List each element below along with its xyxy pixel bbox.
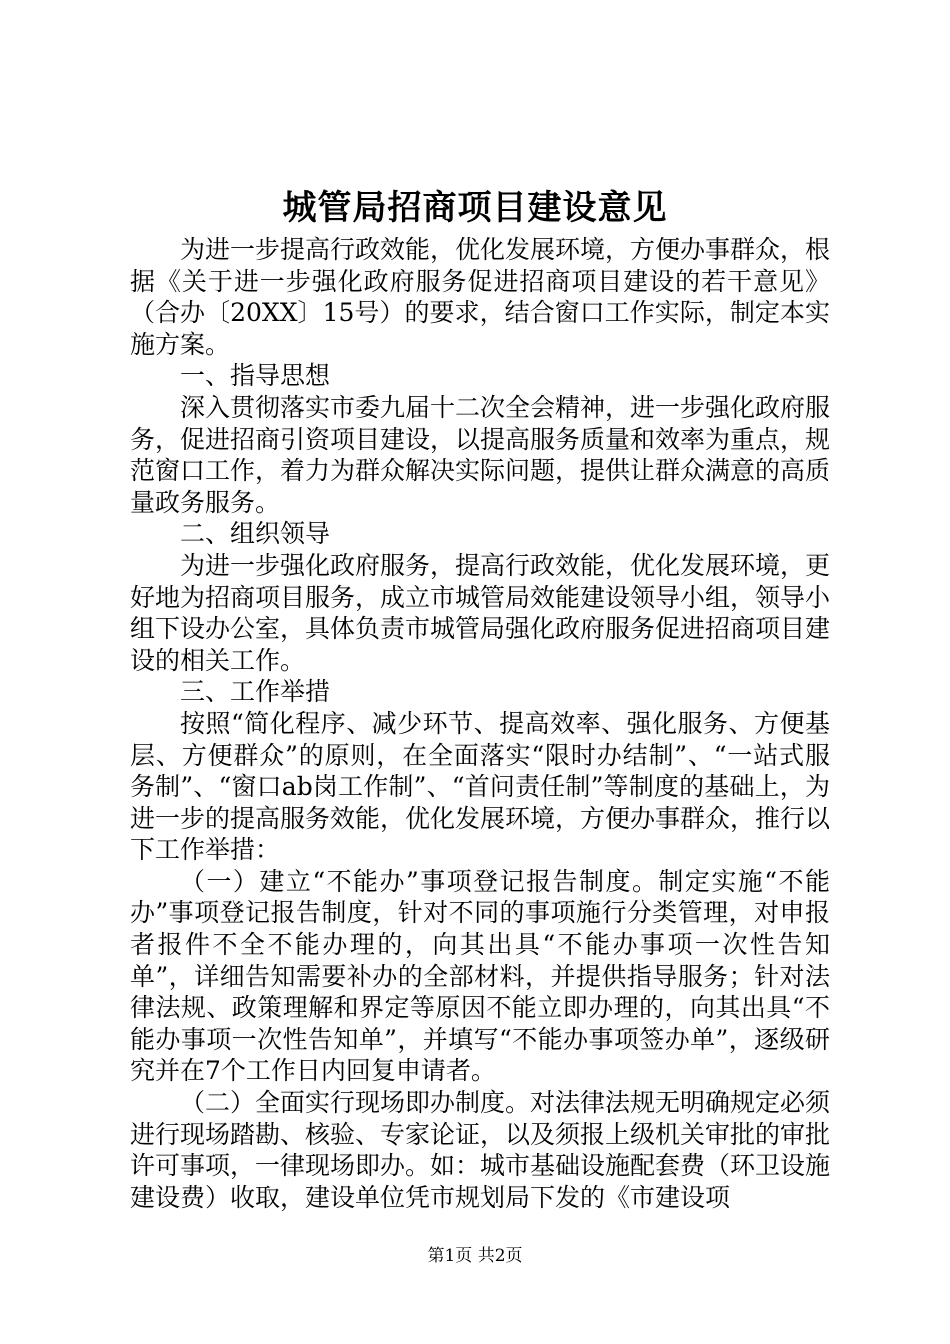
measures-paragraph: 按照“简化程序、减少环节、提高效率、强化服务、方便基层、方便群众”的原则，在全面落实“限时办结制”、“一站式服务制”、“窗口ab岗工作制”、“首问责任制”等制度的基础上，为进一步的提高服务效能，优化发展环境，方便办事群众，推行以下工作举措： xyxy=(130,708,831,865)
intro-paragraph: 为进一步提高行政效能，优化发展环境，方便办事群众，根据《关于进一步强化政府服务促进招商项目建设的若干意见》（合办〔20XX〕15号）的要求，结合窗口工作实际，制定本实施方案。 xyxy=(130,235,831,359)
organization-paragraph: 为进一步强化政府服务，提高行政效能，优化发展环境，更好地为招商项目服务，成立市城管局效能建设领导小组，领导小组下设办公室，具体负责市城管局强化政府服务促进招商项目建设的相关工作。 xyxy=(130,550,831,675)
document-body xyxy=(130,234,830,1213)
measure-two-paragraph: （二）全面实行现场即办制度。对法律法规无明确规定必须进行现场踏勘、核验、专家论证，以及须报上级机关审批的审批许可事项，一律现场即办。如：城市基础设施配套费（环卫设施建设费）收取，建设单位凭市规划局下发的《市建设项 xyxy=(130,1088,831,1212)
section-heading-organization: 二、组织领导 xyxy=(180,519,331,549)
section-heading-measures: 三、工作举措 xyxy=(180,677,331,707)
document-title: 城管局招商项目建设意见 xyxy=(282,188,668,228)
page-footer: 第1页 共2页 xyxy=(427,1246,523,1266)
guiding-ideology-paragraph: 深入贯彻落实市委九届十二次全会精神，进一步强化政府服务，促进招商引资项目建设，以提高服务质量和效率为重点，规范窗口工作，着力为群众解决实际问题，提供让群众满意的高质量政务服务。 xyxy=(130,392,831,517)
section-heading-guiding-ideology: 一、指导思想 xyxy=(180,361,331,391)
measure-one-paragraph: （一）建立“不能办”事项登记报告制度。制定实施“不能办”事项登记报告制度，针对不同的事项施行分类管理，对申报者报件不全不能办理的，向其出具“不能办事项一次性告知单”，详细告知需要补办的全部材料，并提供指导服务；针对法律法规、政策理解和界定等原因不能立即办理的，向其出具“不能办事项一次性告知单”，并填写“不能办事项签办单”，逐级研究并在7个工作日内回复申请者。 xyxy=(130,866,830,1086)
